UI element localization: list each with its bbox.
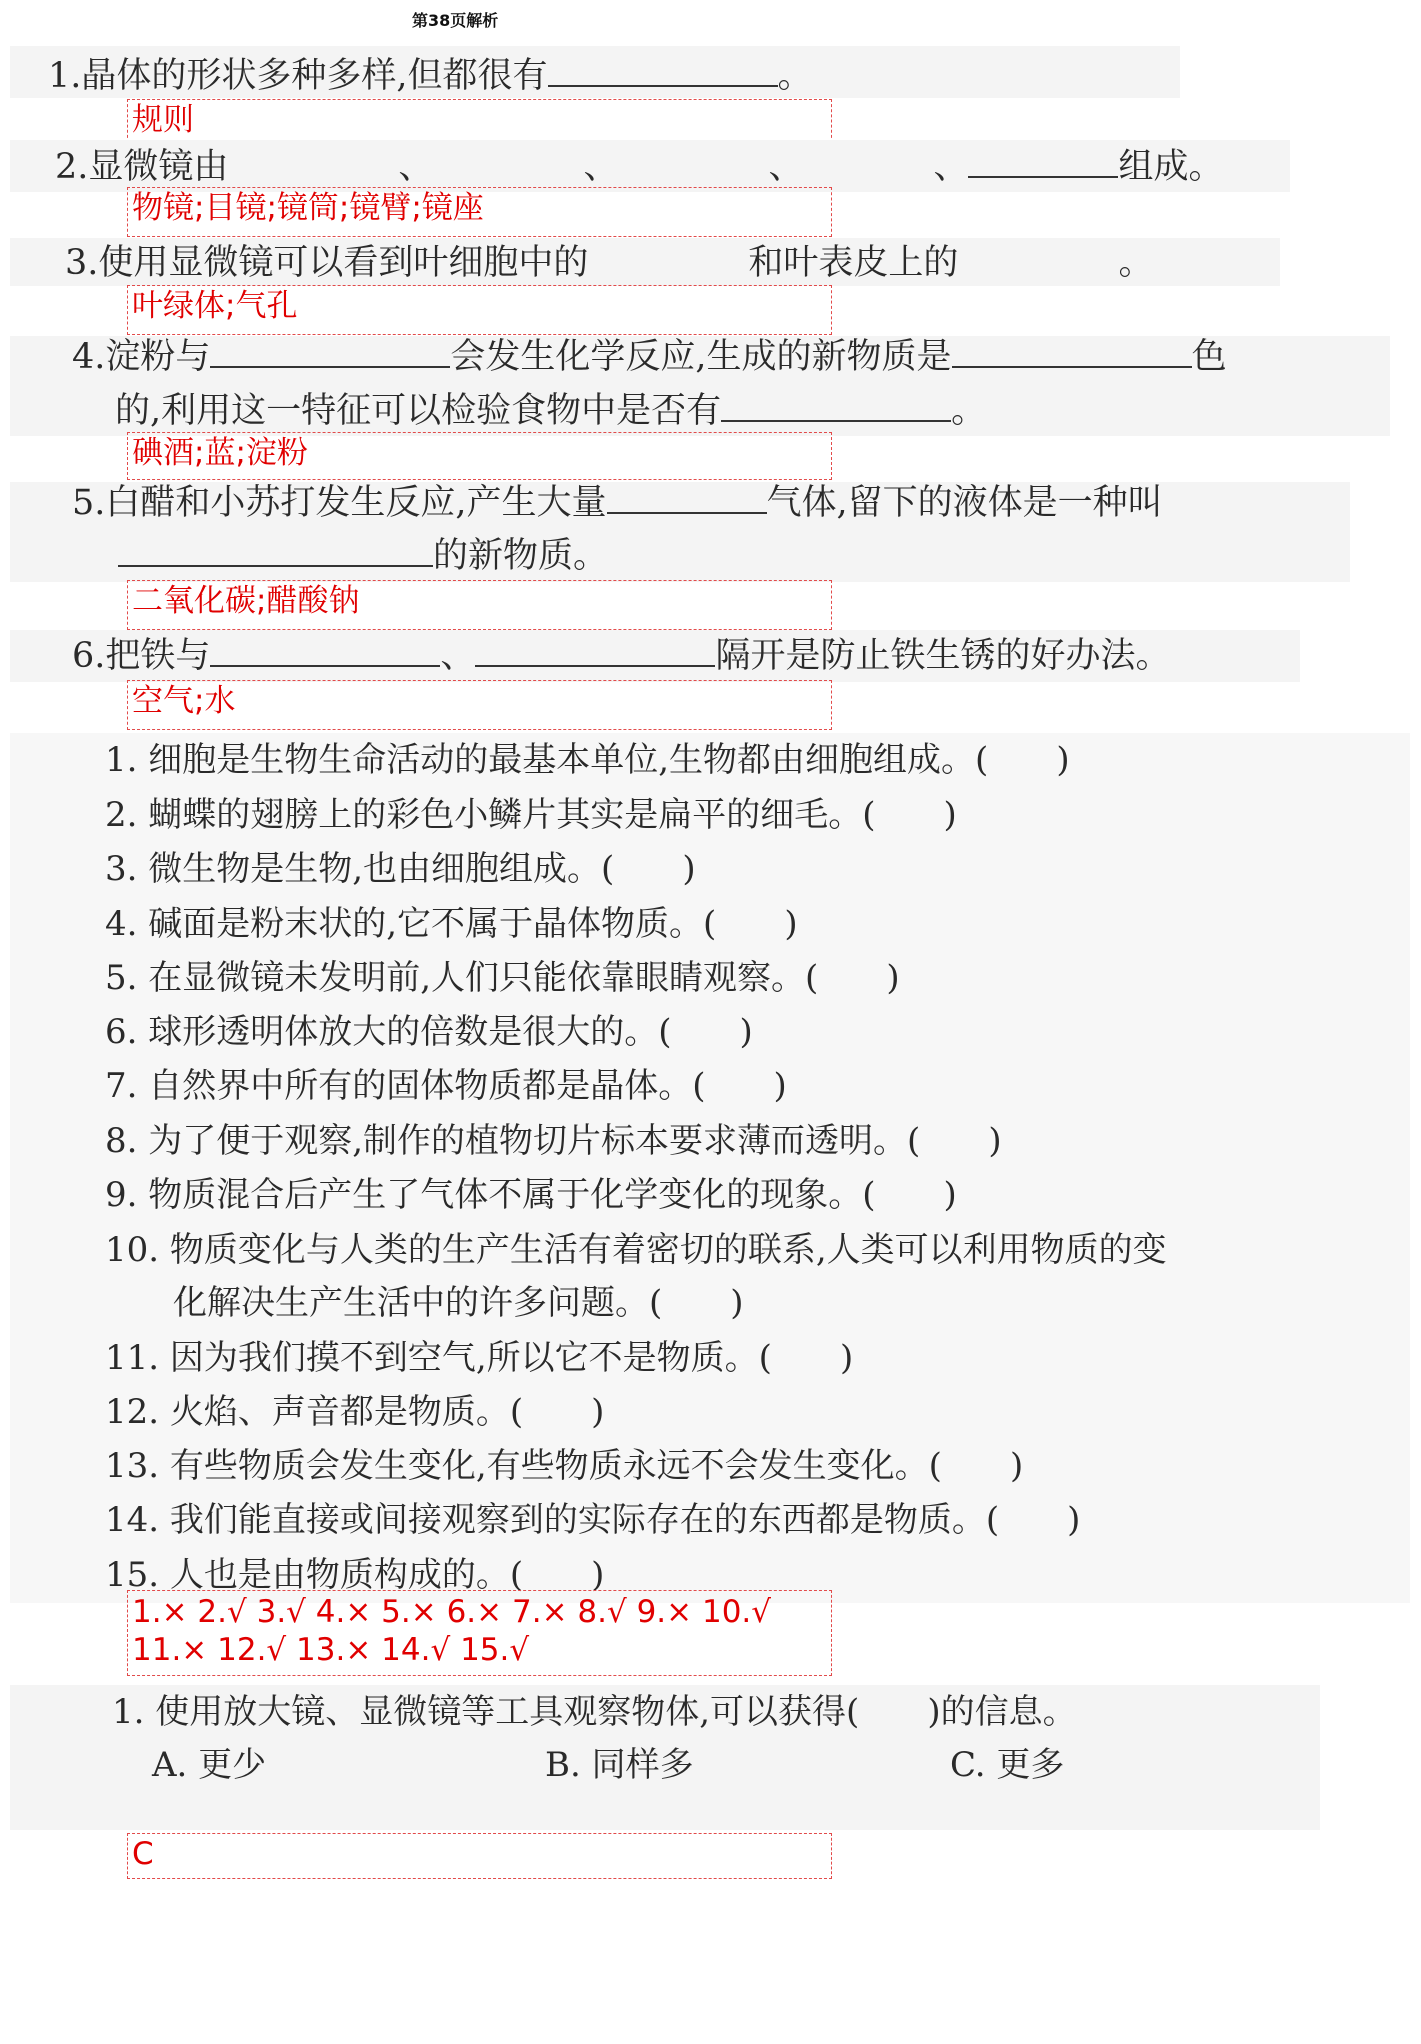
judge-item: 12. 火焰、声音都是物质。( ) [105, 1392, 605, 1432]
fill-question-4: 4.淀粉与 会发生化学反应,生成的新物质是 色 [72, 337, 1227, 377]
judge-item: 1. 细胞是生物生命活动的最基本单位,生物都由细胞组成。( ) [105, 740, 1070, 780]
answer-box: 空气;水 [127, 680, 832, 730]
judge-item: 3. 微生物是生物,也由细胞组成。( ) [105, 849, 696, 889]
judge-item: 4. 碱面是粉末状的,它不属于晶体物质。( ) [105, 904, 798, 944]
blank [968, 146, 1118, 178]
answer-box: 碘酒;蓝;淀粉 [127, 432, 832, 480]
fill-question-5: 5.白醋和小苏打发生反应,产生大量 气体,留下的液体是一种叫 [72, 483, 1163, 523]
fill-question-1: 1.晶体的形状多种多样,但都很有 。 [48, 56, 813, 96]
blank [548, 55, 778, 87]
fill-question-2: 2.显微镜由 、 、 、 、 组成。 [55, 147, 1224, 187]
fill-question-4-line2: 的,利用这一特征可以检验食物中是否有 。 [115, 391, 987, 431]
blank [607, 482, 767, 514]
fill-question-3: 3.使用显微镜可以看到叶细胞中的 和叶表皮上的 。 [65, 243, 1154, 283]
answer-box: 二氧化碳;醋酸钠 [127, 580, 832, 630]
choice-option-a: A. 更少 [152, 1745, 267, 1785]
judge-item: 6. 球形透明体放大的倍数是很大的。( ) [105, 1012, 753, 1052]
question-number: 1. [48, 56, 82, 96]
choice-option-c: C. 更多 [950, 1745, 1065, 1785]
judge-item: 10. 物质变化与人类的生产生活有着密切的联系,人类可以利用物质的变 [105, 1230, 1167, 1270]
blank [210, 336, 450, 368]
judge-item: 15. 人也是由物质构成的。( ) [105, 1555, 605, 1595]
choice-question: 1. 使用放大镜、显微镜等工具观察物体,可以获得( )的信息。 [112, 1692, 1077, 1732]
fill-question-6: 6.把铁与 、 隔开是防止铁生锈的好办法。 [72, 636, 1171, 676]
answer-box: 叶绿体;气孔 [127, 285, 832, 335]
choice-option-b: B. 同样多 [545, 1745, 694, 1785]
answer-box: C [127, 1833, 832, 1879]
answer-box: 规则 [127, 99, 832, 143]
answer-line: 11.× 12.√ 13.× 14.√ 15.√ [132, 1632, 530, 1668]
answer-box [127, 1590, 832, 1676]
judge-item: 7. 自然界中所有的固体物质都是晶体。( ) [105, 1066, 787, 1106]
answer-line: 1.× 2.√ 3.√ 4.× 5.× 6.× 7.× 8.√ 9.× 10.√ [132, 1594, 772, 1630]
judge-item: 8. 为了便于观察,制作的植物切片标本要求薄而透明。( ) [105, 1121, 1002, 1161]
blank [952, 336, 1192, 368]
blank [210, 635, 440, 667]
judge-item: 5. 在显微镜未发明前,人们只能依靠眼睛观察。( ) [105, 958, 900, 998]
question-text: 晶体的形状多种多样,但都很有 [81, 56, 548, 96]
page-title: 第38页解析 [412, 11, 499, 30]
blank [475, 635, 715, 667]
blank [721, 390, 951, 422]
judge-item: 14. 我们能直接或间接观察到的实际存在的东西都是物质。( ) [105, 1500, 1081, 1540]
blank [118, 535, 433, 567]
judge-item: 9. 物质混合后产生了气体不属于化学变化的现象。( ) [105, 1175, 957, 1215]
answer-box: 物镜;目镜;镜筒;镜臂;镜座 [127, 187, 832, 237]
judge-item: 化解决生产生活中的许多问题。( ) [105, 1283, 744, 1323]
fill-question-5-line2: 的新物质。 [118, 535, 608, 576]
judge-item: 11. 因为我们摸不到空气,所以它不是物质。( ) [105, 1338, 854, 1378]
judge-item: 2. 蝴蝶的翅膀上的彩色小鳞片其实是扁平的细毛。( ) [105, 795, 957, 835]
judge-item: 13. 有些物质会发生变化,有些物质永远不会发生变化。( ) [105, 1446, 1024, 1486]
